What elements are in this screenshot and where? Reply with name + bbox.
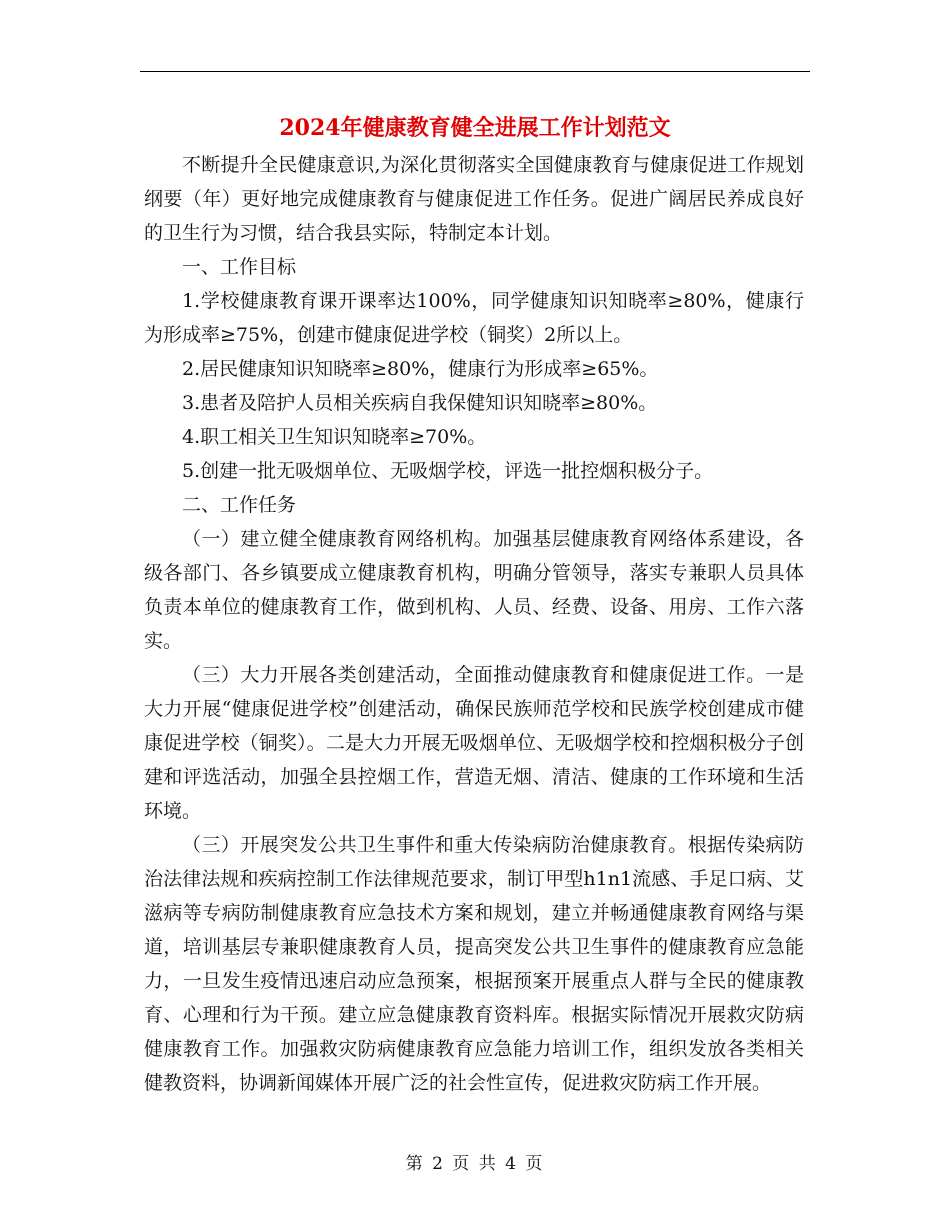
task-paragraph-1: （一）建立健全健康教育网络机构。加强基层健康教育网络体系建设，各级各部门、各乡镇要成立健康教育机构，明确分管领导，落实专兼职人员具体负责本单位的健康教育工作，做到机构、人员、经费、设备、用房、工作六落实。: [144, 528, 804, 652]
intro-paragraph: 不断提升全民健康意识,为深化贯彻落实全国健康教育与健康促进工作规划纲要（年）更好地完成健康教育与健康促进工作任务。促进广阔居民养成良好的卫生行为习惯，结合我县实际，特制定本计划。: [144, 154, 804, 244]
task-paragraph-2: （三）大力开展各类创建活动，全面推动健康教育和健康促进工作。一是大力开展“健康促进学校”创建活动，确保民族师范学校和民族学校创建成市健康促进学校（铜奖）。二是大力开展无吸烟单位、无吸烟学校和控烟积极分子创建和评选活动，加强全县控烟工作，营造无烟、清洁、健康的工作环境和生活环境。: [144, 664, 804, 822]
section-heading-tasks: 二、工作任务: [182, 494, 297, 516]
goal-item-2: 2.居民健康知识知晓率≥80%，健康行为形成率≥65%。: [182, 358, 659, 380]
goal-item-4: 4.职工相关卫生知识知晓率≥70%。: [182, 426, 487, 448]
header-rule: [140, 71, 810, 72]
goal-item-3: 3.患者及陪护人员相关疾病自我保健知识知晓率≥80%。: [182, 392, 658, 414]
document-body: [144, 148, 804, 1100]
goal-item-1: 1.学校健康教育课开课率达100%，同学健康知识知晓率≥80%，健康行为形成率≥75%，创建市健康促进学校（铜奖）2所以上。: [144, 290, 804, 346]
section-heading-goals: 一、工作目标: [182, 256, 297, 278]
goal-item-5: 5.创建一批无吸烟单位、无吸烟学校，评选一批控烟积极分子。: [182, 460, 714, 482]
document-title: 2024年健康教育健全进展工作计划范文: [279, 115, 671, 141]
task-paragraph-3: （三）开展突发公共卫生事件和重大传染病防治健康教育。根据传染病防治法律法规和疾病控制工作法律规范要求，制订甲型h1n1流感、手足口病、艾滋病等专病防制健康教育应急技术方案和规划，建立并畅通健康教育网络与渠道，培训基层专兼职健康教育人员，提高突发公共卫生事件的健康教育应急能力，一旦发生疫情迅速启动应急预案，根据预案开展重点人群与全民的健康教育、心理和行为干预。建立应急健康教育资料库。根据实际情况开展救灾防病健康教育工作。加强救灾防病健康教育应急能力培训工作，组织发放各类相关健教资料，协调新闻媒体开展广泛的社会性宣传，促进救灾防病工作开展。: [144, 834, 804, 1094]
page-number-footer: 第 2 页 共 4 页: [405, 1154, 545, 1174]
